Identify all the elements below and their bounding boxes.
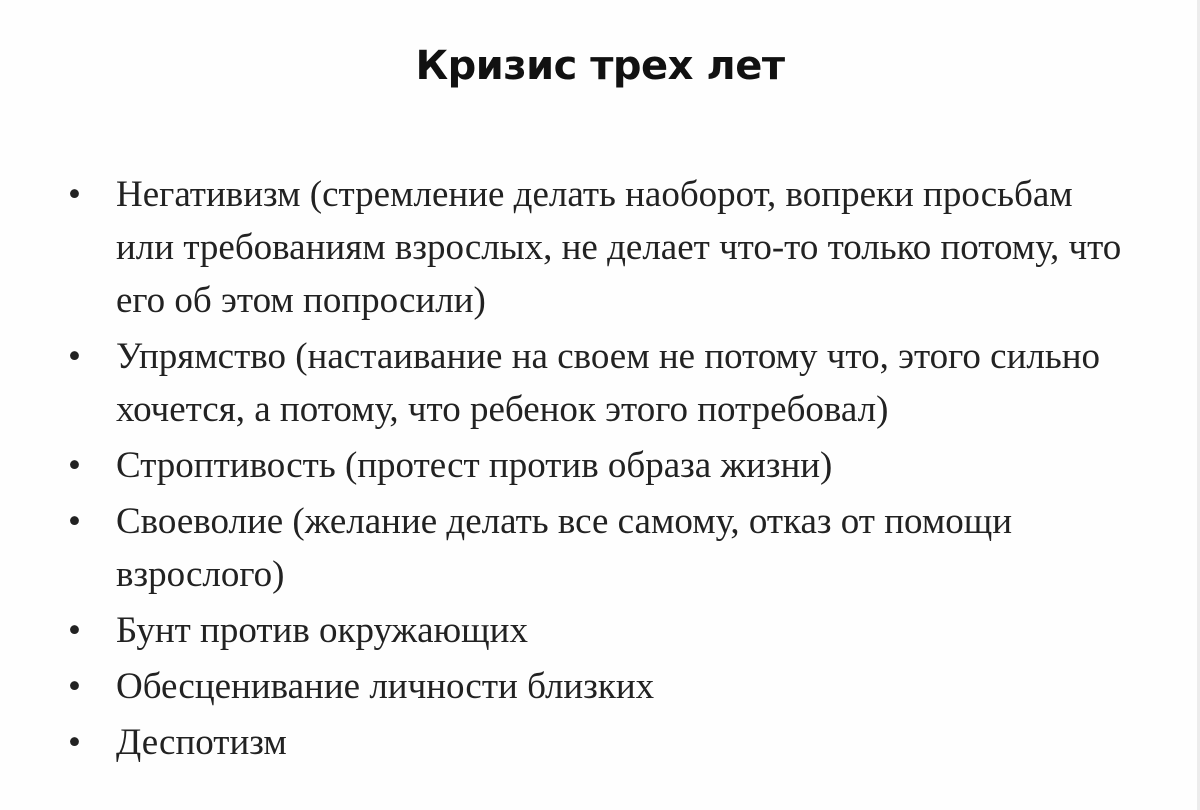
- bullet-point-icon: •: [68, 610, 81, 651]
- bullet-text: Обесценивание личности близких: [116, 666, 655, 707]
- bullet-point-icon: •: [68, 722, 81, 763]
- bullet-list: [68, 168, 1128, 772]
- bullet-point-icon: •: [68, 666, 81, 707]
- bullet-item-obstinacy: [68, 439, 1128, 492]
- bullet-text: Негативизм (стремление делать наоборот, вопреки просьбам или требованиям взрослых, не делает что-то только потому, что его об этом попросили): [116, 174, 1122, 321]
- slide-title: Кризис трех лет: [415, 43, 785, 89]
- bullet-text: Упрямство (настаивание на своем не потому что, этого сильно хочется, а потому, что ребенок этого потребовал): [116, 336, 1101, 430]
- bullet-point-icon: •: [68, 501, 81, 542]
- bullet-item-devaluation: [68, 660, 1128, 713]
- bullet-point-icon: •: [68, 336, 81, 377]
- bullet-item-despotism: [68, 716, 1128, 769]
- bullet-text: Деспотизм: [116, 722, 287, 763]
- bullet-item-negativism: [68, 168, 1128, 327]
- bullet-item-stubbornness: [68, 330, 1128, 436]
- bullet-point-icon: •: [68, 445, 81, 486]
- bullet-item-self-will: [68, 495, 1128, 601]
- bullet-point-icon: •: [68, 174, 81, 215]
- bullet-text: Бунт против окружающих: [116, 610, 528, 651]
- bullet-item-rebellion: [68, 604, 1128, 657]
- bullet-text: Своеволие (желание делать все самому, отказ от помощи взрослого): [116, 501, 1013, 595]
- bullet-text: Строптивость (протест против образа жизни): [116, 445, 833, 486]
